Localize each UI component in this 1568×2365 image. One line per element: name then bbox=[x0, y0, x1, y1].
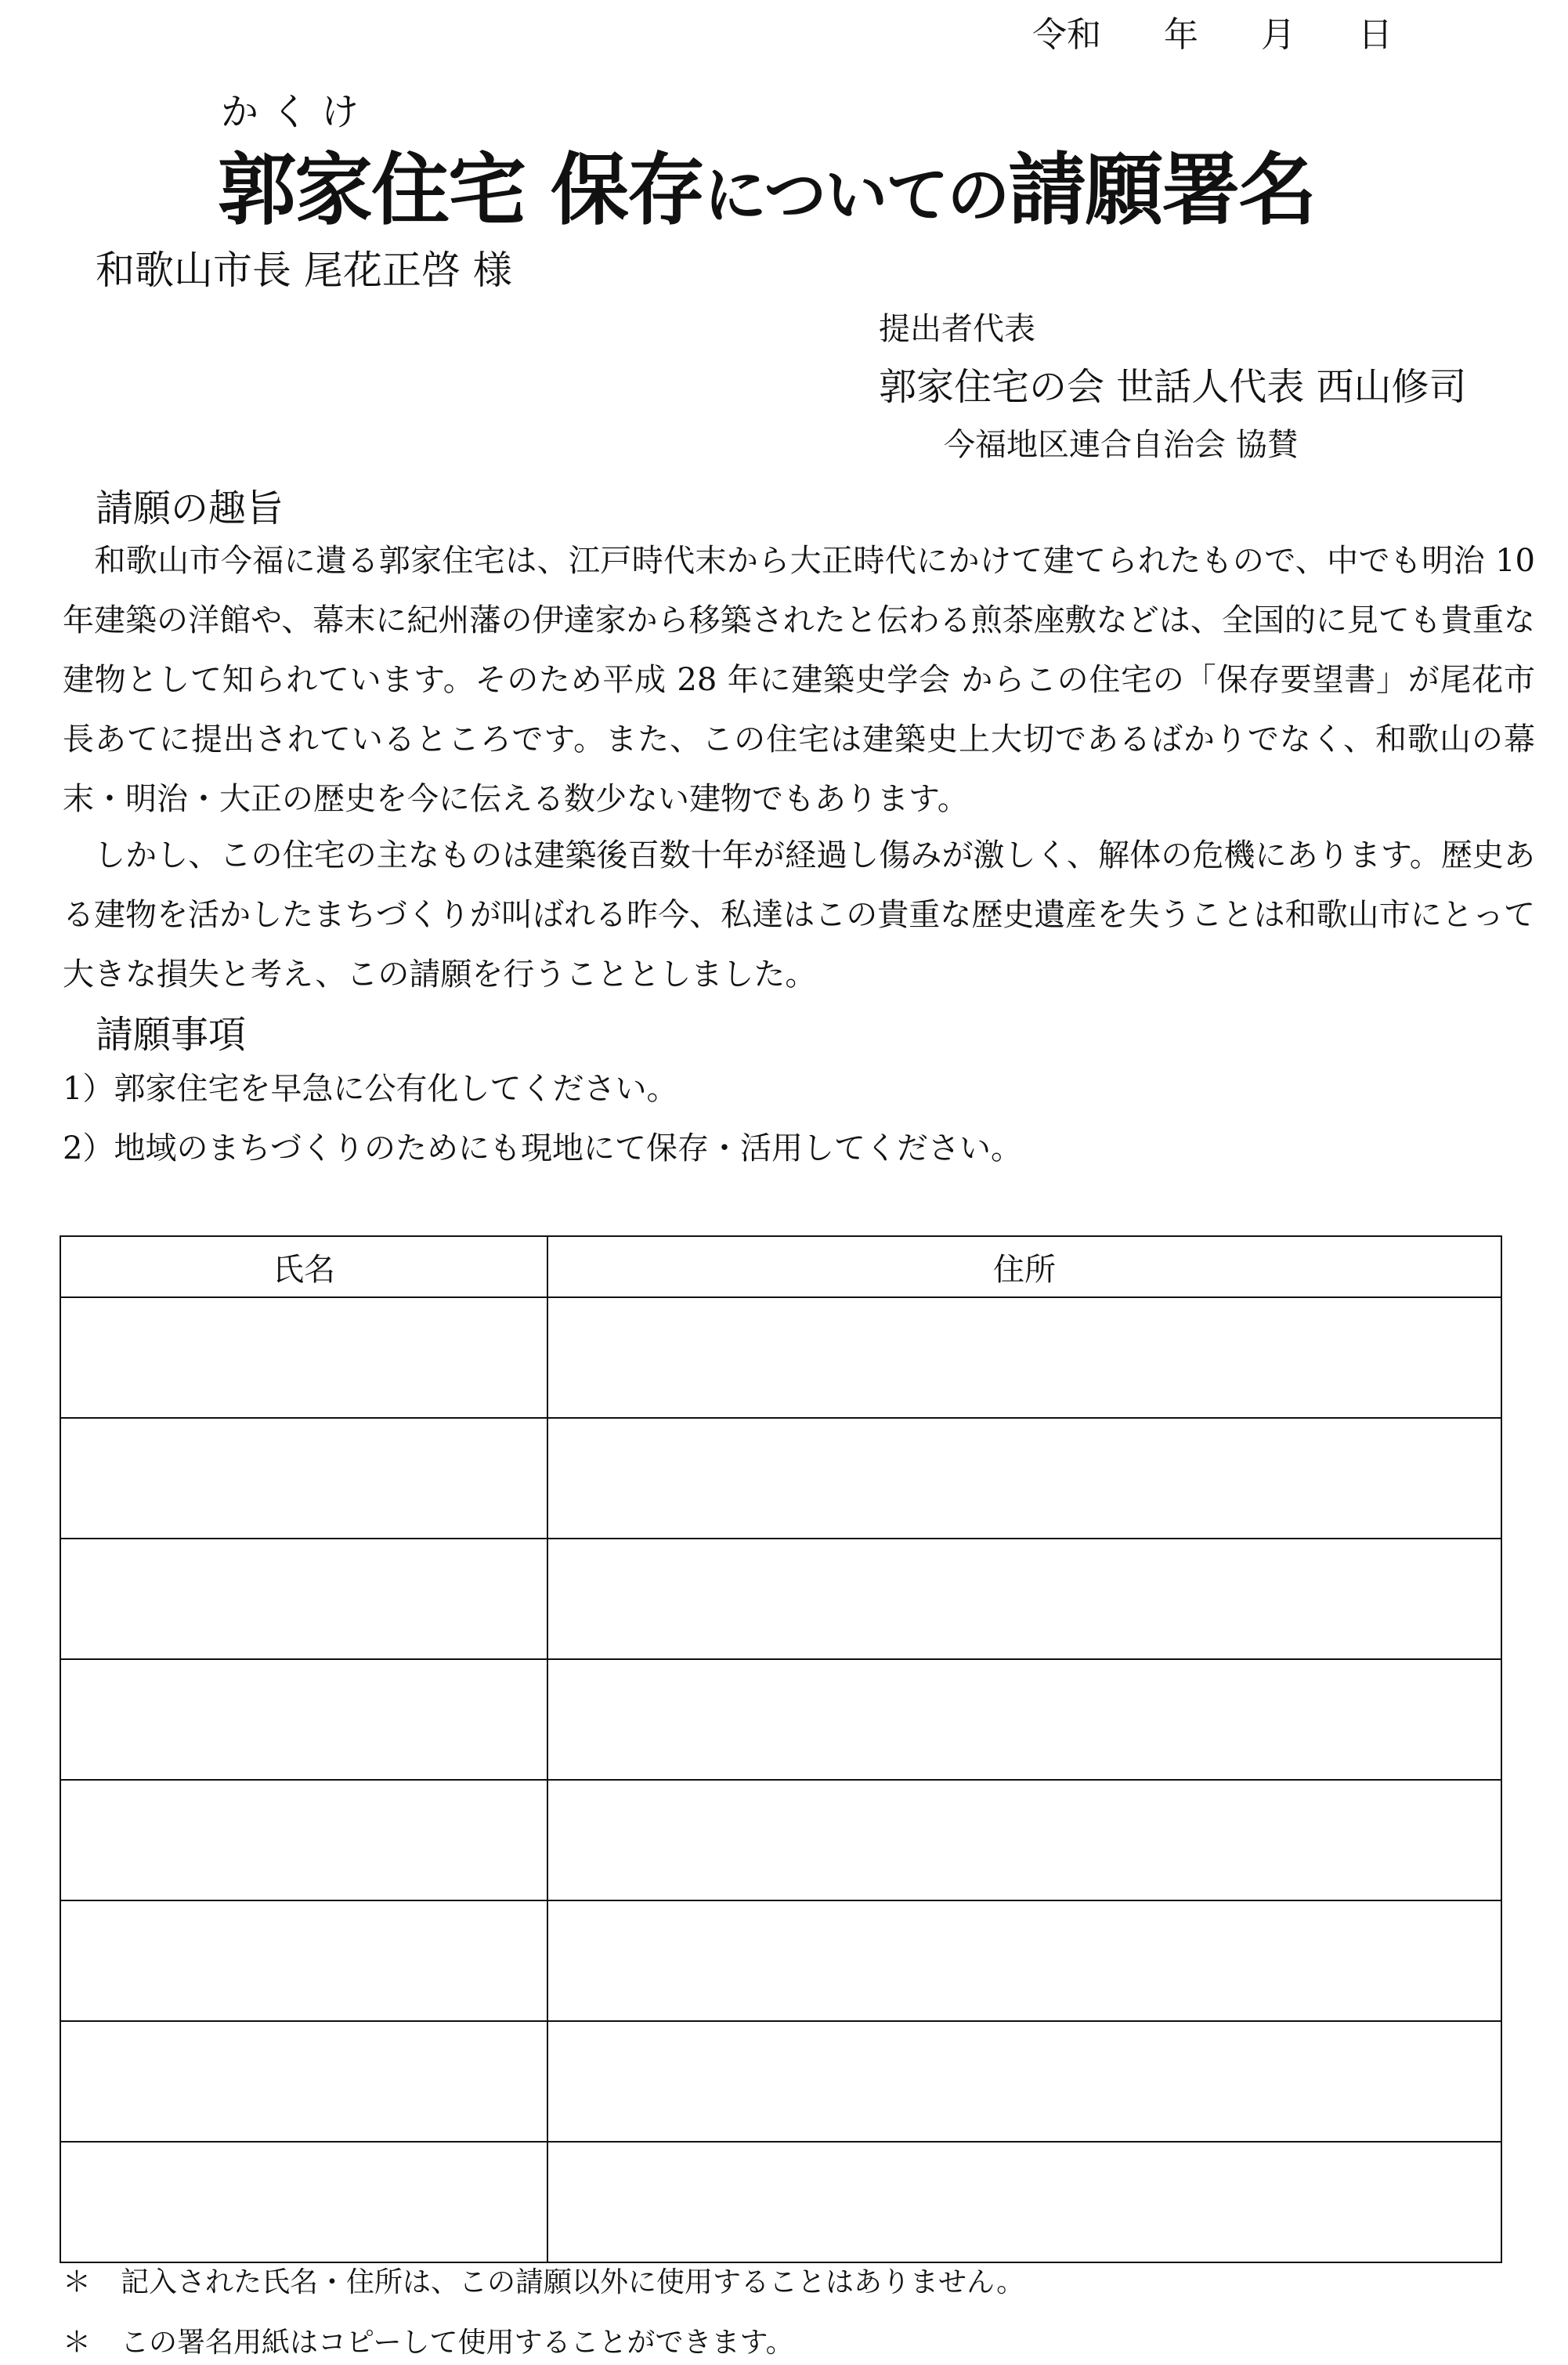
address-cell[interactable] bbox=[547, 1297, 1501, 1418]
purpose-paragraph-1-text: 和歌山市今福に遺る郭家住宅は、江戸時代末から大正時代にかけて建てられたもので、中でも明治 10 年建築の洋館や、幕末に紀州藩の伊達家から移築されたと伝わる煎茶座敷などは、全国的に見ても貴重な建物として知られています。そのため平成 28 年に建築史学会 からこの住宅の「保存要望書」が尾花市長あてに提出されているところです。また、この住宅は建築史上大切であるばかりでなく、和歌山の幕末・明治・大正の歴史を今に伝える数少ない建物でもあります。 bbox=[63, 543, 1536, 817]
footnote-1 bbox=[63, 2260, 1024, 2300]
table-row bbox=[60, 1900, 1501, 2021]
address-cell[interactable] bbox=[547, 1659, 1501, 1780]
name-cell[interactable] bbox=[60, 2142, 547, 2262]
title-end: 請願署名 bbox=[1008, 144, 1316, 236]
purpose-paragraph-1 bbox=[63, 531, 1535, 829]
name-cell[interactable] bbox=[60, 1418, 547, 1539]
purpose-paragraph-2-text: しかし、この住宅の主なものは建築後百数十年が経過し傷みが激しく、解体の危機にあります。歴史ある建物を活かしたまちづくりが叫ばれる昨今、私達はこの貴重な歴史遺産を失うことは和歌山市にとって大きな損失と考え、この請願を行うこととしました。 bbox=[63, 837, 1536, 993]
table-row bbox=[60, 1539, 1501, 1659]
address-cell[interactable] bbox=[547, 1539, 1501, 1659]
table-row bbox=[60, 2021, 1501, 2142]
footnote-mark: ＊ bbox=[63, 2327, 92, 2359]
purpose-paragraph-2 bbox=[63, 826, 1535, 1004]
representative-label: 提出者代表 bbox=[879, 311, 1035, 347]
name-column-header: 氏名 bbox=[60, 1236, 547, 1297]
footnote-text: この署名用紙はコピーして使用することができます。 bbox=[121, 2327, 794, 2359]
table-row bbox=[60, 2142, 1501, 2262]
sponsor: 今福地区連合自治会 協賛 bbox=[944, 427, 1299, 463]
representative-name: 郭家住宅の会 世話人代表 西山修司 bbox=[879, 365, 1467, 409]
title-main: 郭家住宅 保存 bbox=[218, 144, 704, 236]
date-year: 年 bbox=[1164, 15, 1198, 55]
address-column-header: 住所 bbox=[547, 1236, 1501, 1297]
name-cell[interactable] bbox=[60, 1539, 547, 1659]
petition-item-2: 2）地域のまちづくりのためにも現地にて保存・活用してください。 bbox=[63, 1130, 1023, 1166]
name-cell[interactable] bbox=[60, 2021, 547, 2142]
address-cell[interactable] bbox=[547, 2021, 1501, 2142]
table-header-row bbox=[60, 1236, 1501, 1297]
date-era: 令和 bbox=[1032, 15, 1101, 55]
address-cell[interactable] bbox=[547, 1780, 1501, 1900]
petition-item-1: 1）郭家住宅を早急に公有化してください。 bbox=[63, 1071, 678, 1107]
date-line bbox=[1032, 6, 1393, 56]
footnote-mark: ＊ bbox=[63, 2266, 92, 2298]
items-heading: 請願事項 bbox=[96, 1013, 247, 1057]
footnote-text: 記入された氏名・住所は、この請願以外に使用することはありません。 bbox=[121, 2266, 1025, 2298]
address-cell[interactable] bbox=[547, 1900, 1501, 2021]
date-month: 月 bbox=[1261, 15, 1295, 55]
address-cell[interactable] bbox=[547, 1418, 1501, 1539]
table-row bbox=[60, 1297, 1501, 1418]
address-cell[interactable] bbox=[547, 2142, 1501, 2262]
addressee: 和歌山市長 尾花正啓 様 bbox=[96, 248, 512, 293]
name-cell[interactable] bbox=[60, 1659, 547, 1780]
signature-table bbox=[60, 1235, 1502, 2263]
purpose-heading: 請願の趣旨 bbox=[96, 486, 284, 530]
date-day: 日 bbox=[1358, 15, 1393, 55]
table-row bbox=[60, 1659, 1501, 1780]
footnote-2 bbox=[63, 2320, 794, 2360]
title-connector: についての bbox=[703, 159, 1009, 232]
title-ruby: かくけ bbox=[221, 90, 372, 134]
name-cell[interactable] bbox=[60, 1297, 547, 1418]
name-cell[interactable] bbox=[60, 1900, 547, 2021]
page-title bbox=[218, 127, 1315, 240]
name-cell[interactable] bbox=[60, 1780, 547, 1900]
table-row bbox=[60, 1418, 1501, 1539]
table-row bbox=[60, 1780, 1501, 1900]
